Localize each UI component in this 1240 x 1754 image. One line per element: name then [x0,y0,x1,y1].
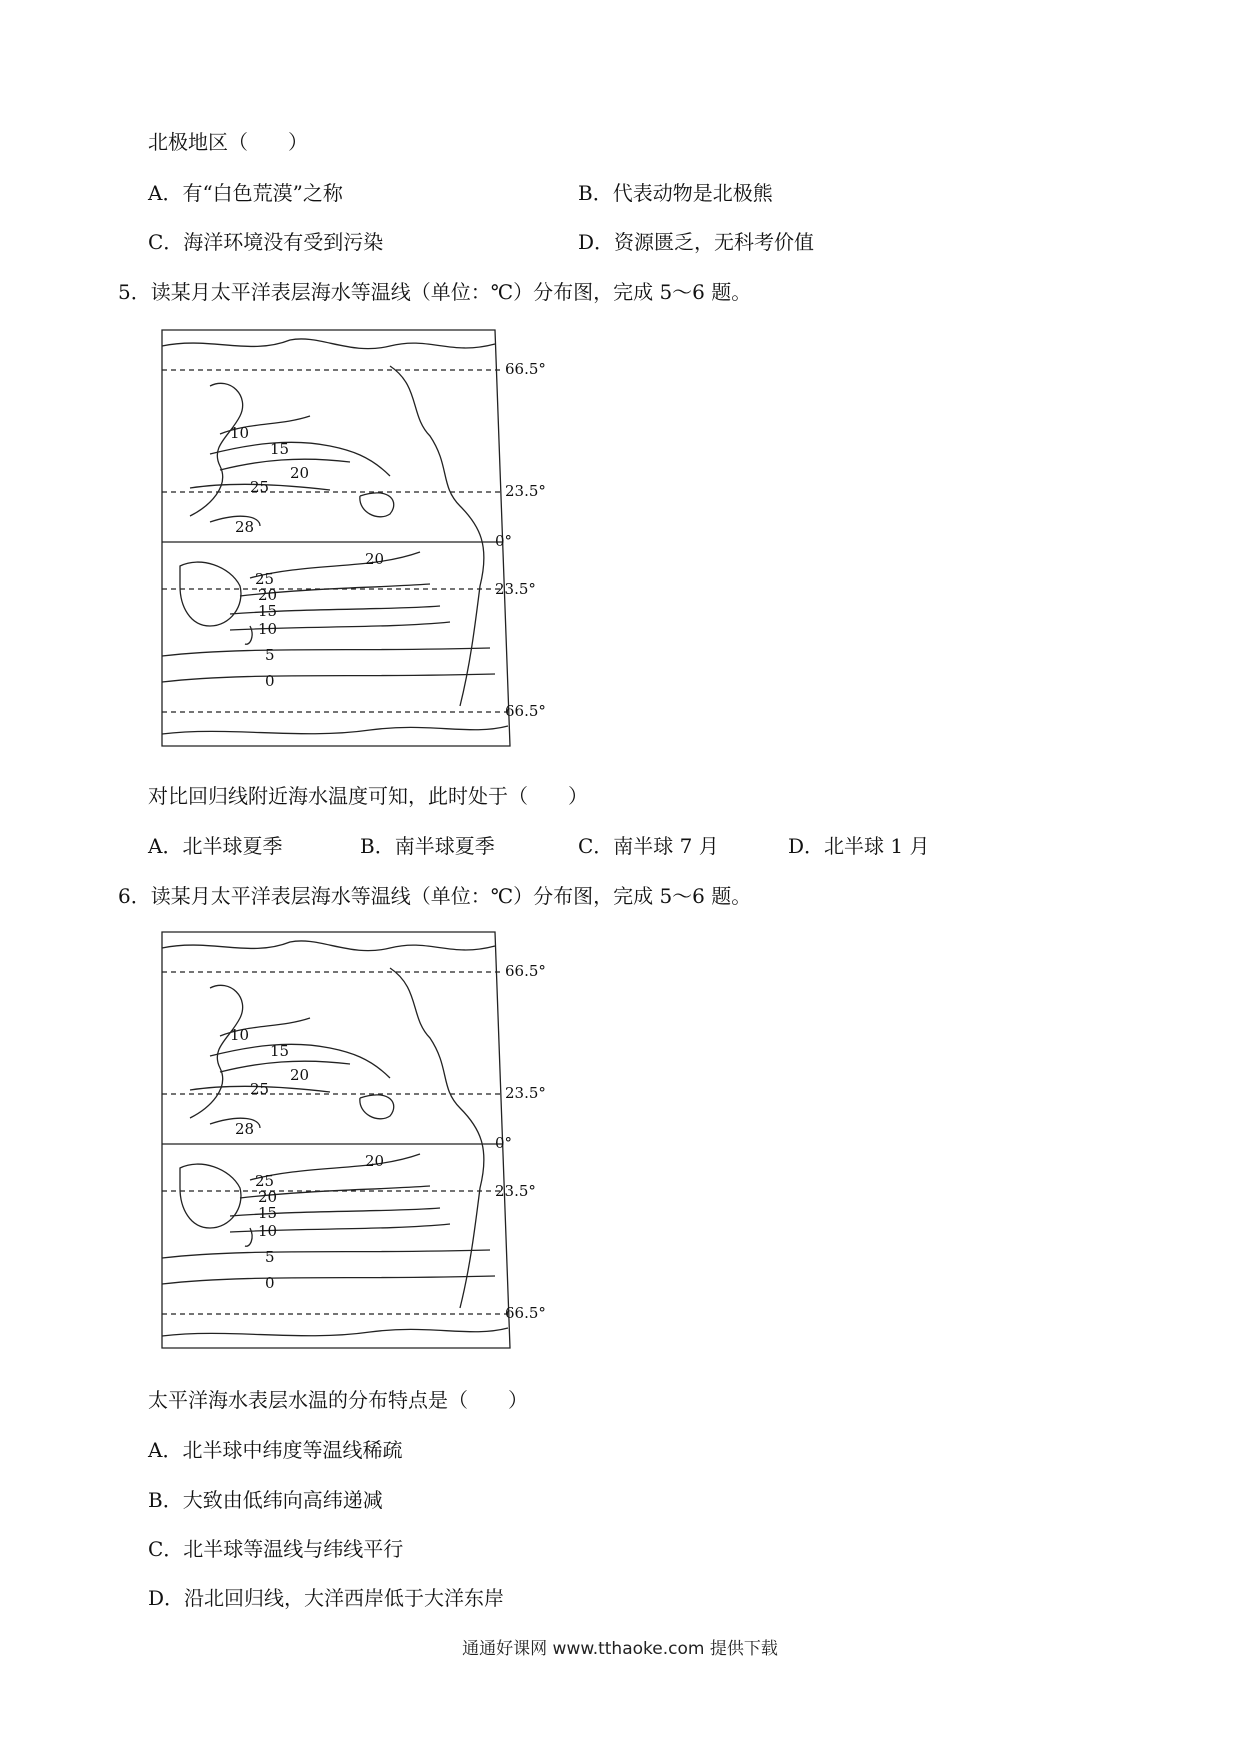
lat-label-4: 23.5° [495,1182,536,1200]
iso-label-15: 15 [270,1042,290,1060]
q5-option-b[interactable]: B．南半球夏季 [360,834,495,858]
pacific-isotherm-map-q6 [150,928,560,1358]
isotherm-0-s [162,1276,495,1284]
iso-label-28: 28 [235,518,255,536]
lat-label-5: 66.5° [505,1304,546,1322]
lat-label-1: 66.5° [505,962,546,980]
antarctic-coast [162,726,508,734]
q4-option-a[interactable]: A．有“白色荒漠”之称 [148,181,343,205]
q5-option-c[interactable]: C．南半球 7 月 [578,834,719,858]
iso-label-20-s: 20 [258,1188,278,1206]
map-svg [150,326,560,756]
iso-label-28: 28 [235,1120,255,1138]
isotherm-20-eq [360,1095,394,1119]
australia-coast [180,562,241,626]
isotherm-20 [220,459,350,470]
antarctic-coast [162,1328,508,1336]
isotherm-5-s [162,1250,490,1258]
iso-label-20: 20 [290,464,310,482]
iso-label-0-s: 0 [265,1274,275,1292]
iso-label-25: 25 [250,1080,270,1098]
iso-label-20-eq: 20 [365,1152,385,1170]
arctic-coast [162,339,495,349]
q5-stem: 对比回归线附近海水温度可知，此时处于（ ） [148,784,588,808]
page-footer: 通通好课网 www.tthaoke.com 提供下载 [462,1639,778,1659]
q4-stem: 北极地区（ ） [148,130,308,154]
iso-label-10: 10 [230,424,250,442]
iso-label-15-s: 15 [258,1204,278,1222]
q6-option-a[interactable]: A．北半球中纬度等温线稀疏 [148,1438,403,1462]
isotherm-0-s [162,674,495,682]
q6-option-d[interactable]: D．沿北回归线，大洋西岸低于大洋东岸 [148,1586,505,1610]
iso-label-5-s: 5 [265,1248,275,1266]
q5-option-d[interactable]: D．北半球 1 月 [788,834,930,858]
iso-label-10-s: 10 [258,1222,278,1240]
lat-label-3: 0° [495,1134,513,1152]
iso-label-0-s: 0 [265,672,275,690]
q6-option-b[interactable]: B．大致由低纬向高纬递减 [148,1488,383,1512]
arctic-coast [162,941,495,951]
pacific-isotherm-map-q5 [150,326,560,756]
americas-coast [390,968,484,1308]
lat-label-1: 66.5° [505,360,546,378]
q4-option-d[interactable]: D．资源匮乏，无科考价值 [578,230,815,254]
lat-label-4: 23.5° [495,580,536,598]
iso-label-20-eq: 20 [365,550,385,568]
iso-label-20: 20 [290,1066,310,1084]
q6-title: 6．读某月太平洋表层海水等温线（单位：℃）分布图，完成 5～6 题。 [118,884,752,908]
q6-stem: 太平洋海水表层水温的分布特点是（ ） [148,1388,528,1412]
lat-label-2: 23.5° [505,482,546,500]
asia-coast [190,383,243,516]
q5-option-a[interactable]: A．北半球夏季 [148,834,283,858]
iso-label-10: 10 [230,1026,250,1044]
iso-label-15: 15 [270,440,290,458]
iso-label-5-s: 5 [265,646,275,664]
iso-label-25: 25 [250,478,270,496]
isotherm-25-s [250,1154,420,1180]
americas-coast [390,366,484,706]
map-frame [162,330,513,746]
iso-label-15-s: 15 [258,602,278,620]
iso-label-25-s: 25 [255,1172,275,1190]
lat-label-2: 23.5° [505,1084,546,1102]
q5-title: 5．读某月太平洋表层海水等温线（单位：℃）分布图，完成 5～6 题。 [118,280,752,304]
iso-label-25-s: 25 [255,570,275,588]
map-frame [162,932,513,1348]
q4-option-b[interactable]: B．代表动物是北极熊 [578,181,773,205]
iso-label-20-s: 20 [258,586,278,604]
lat-label-5: 66.5° [505,702,546,720]
isotherm-5-s [162,648,490,656]
australia-coast [180,1164,241,1228]
iso-label-10-s: 10 [258,620,278,638]
asia-coast [190,985,243,1118]
q6-option-c[interactable]: C．北半球等温线与纬线平行 [148,1537,404,1561]
lat-label-3: 0° [495,532,513,550]
isotherm-20-eq [360,493,394,517]
isotherm-25-s [250,552,420,578]
q4-option-c[interactable]: C．海洋环境没有受到污染 [148,230,384,254]
isotherm-20 [220,1061,350,1072]
map-svg-2 [150,928,560,1358]
